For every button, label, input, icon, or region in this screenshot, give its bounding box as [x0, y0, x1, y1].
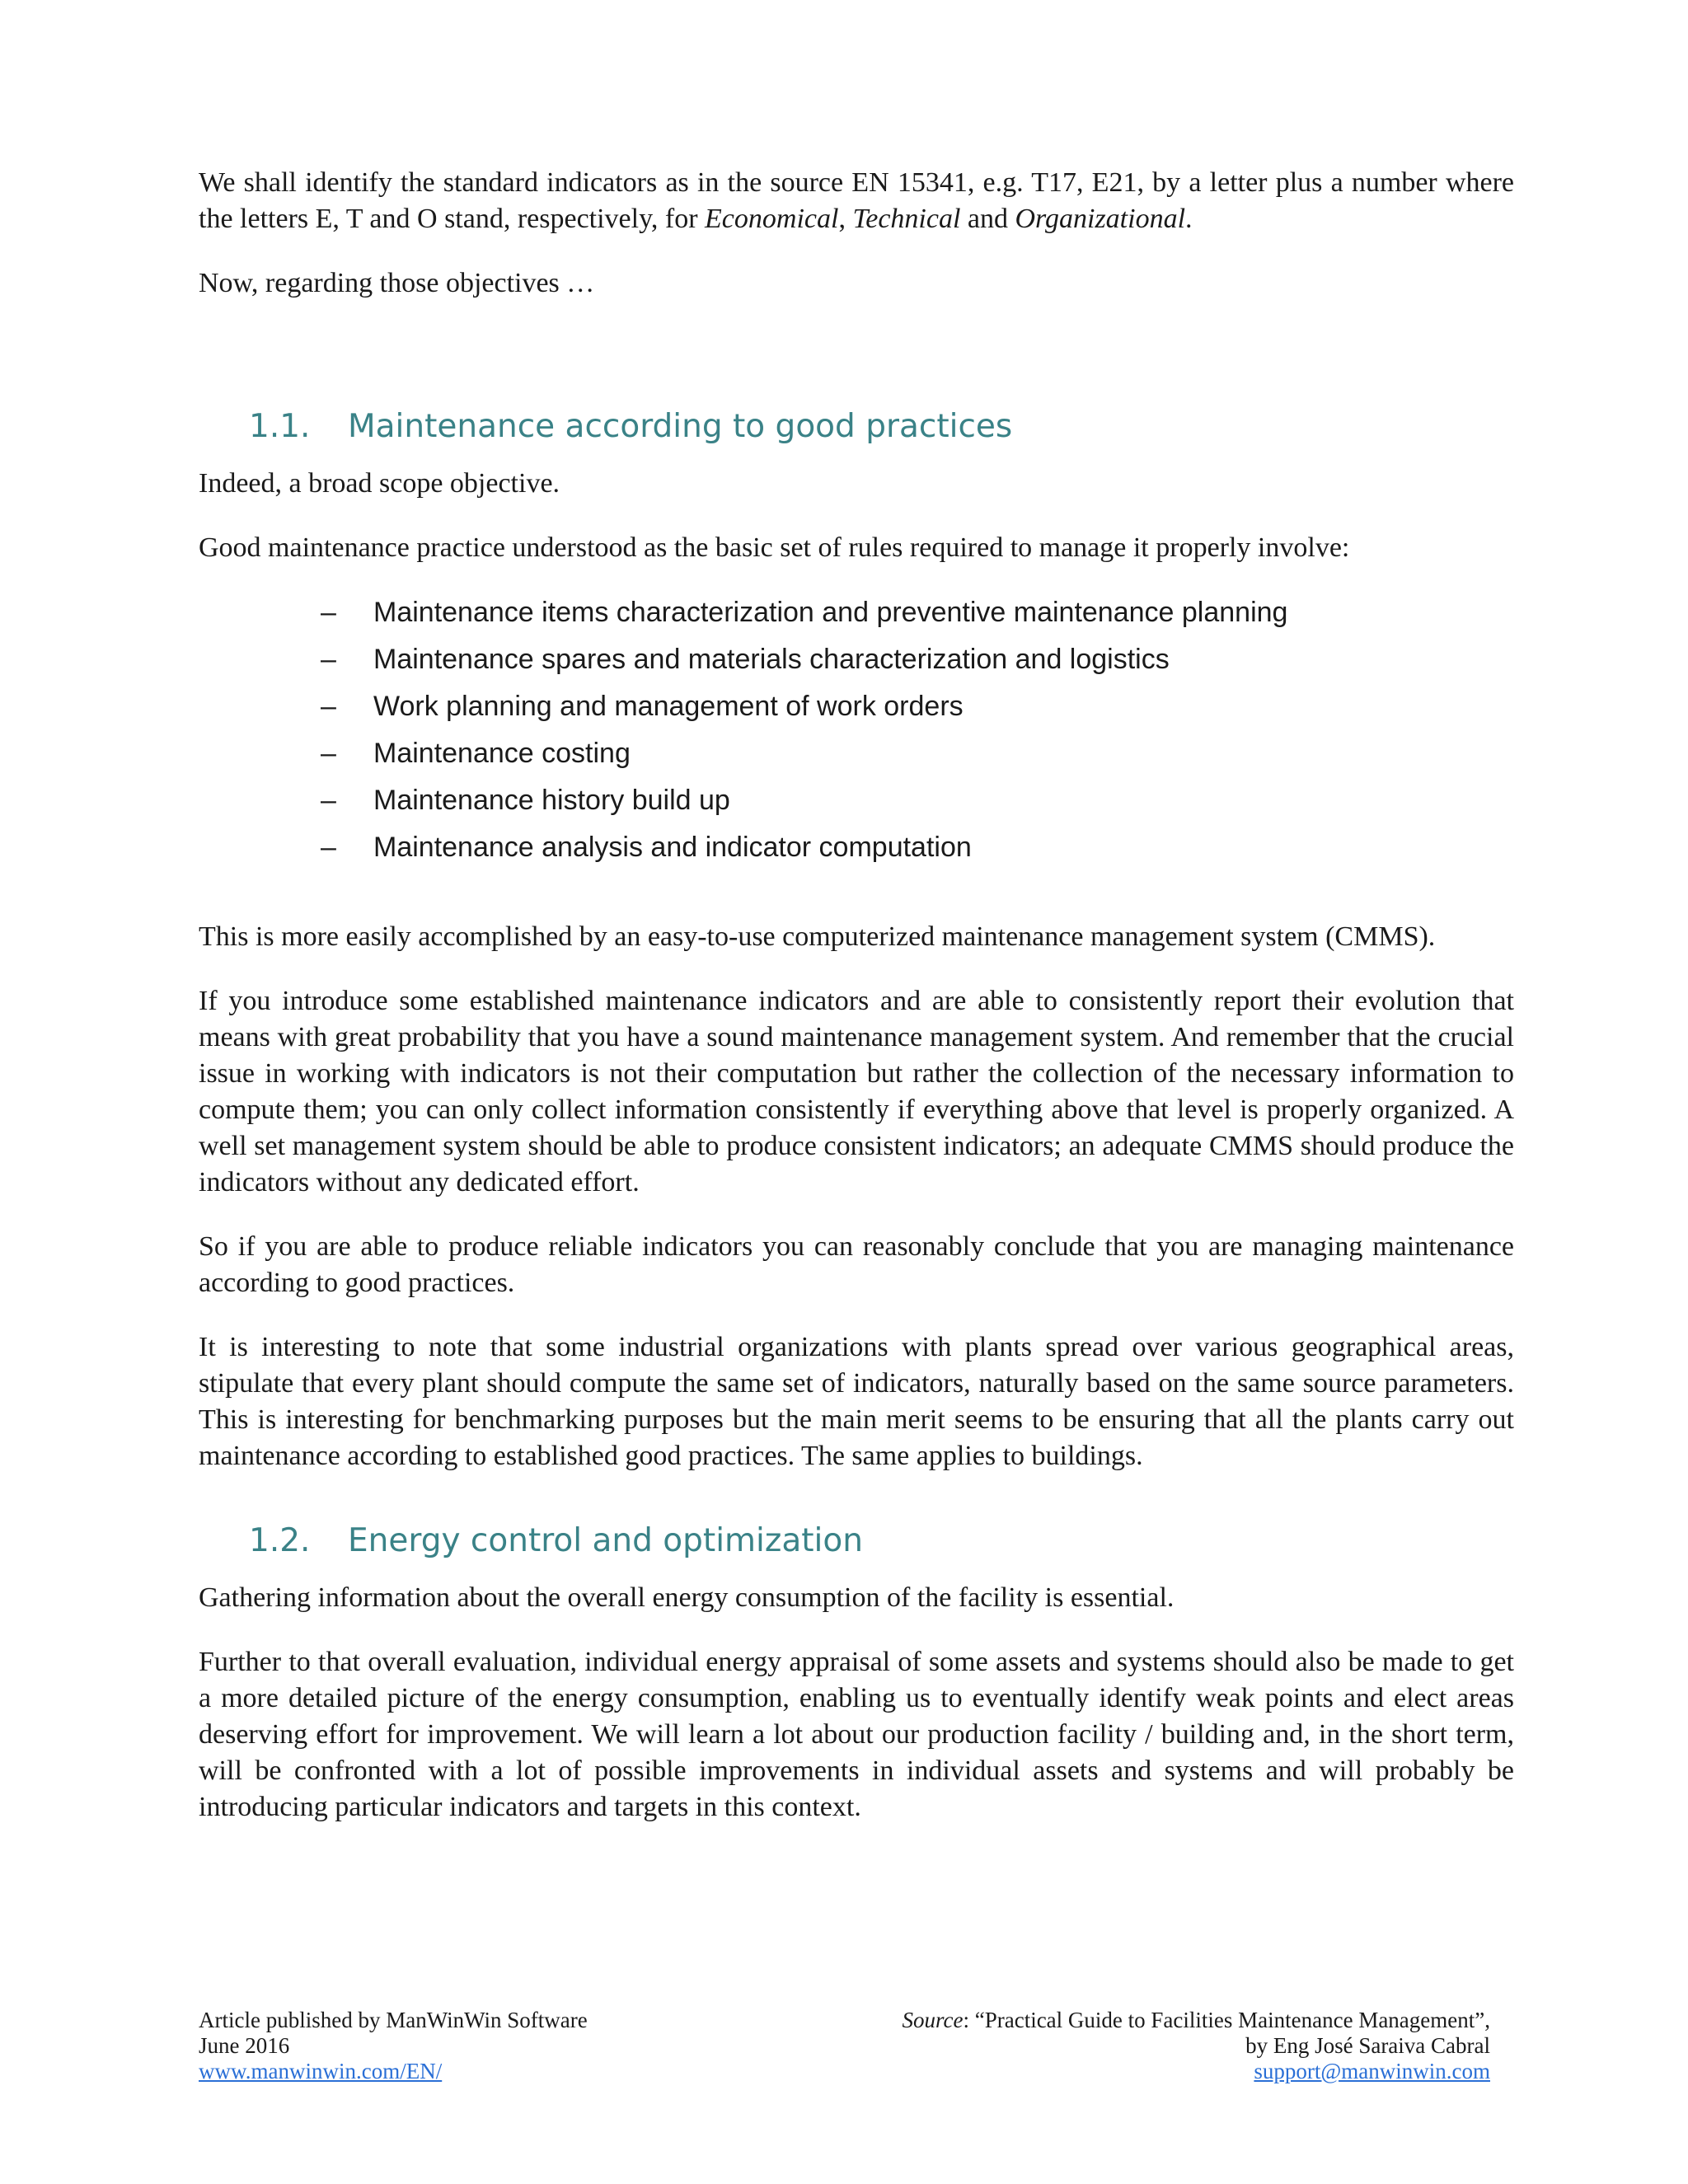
- paragraph: Good maintenance practice understood as the basic set of rules required to manage it properly involve:: [199, 532, 1350, 563]
- dash-icon: –: [321, 691, 336, 722]
- section-number: 1.1.: [249, 408, 311, 445]
- paragraph: So if you are able to produce reliable indicators you can reasonably conclude that you are managing maintenance according to good practices.: [199, 1231, 1514, 1298]
- source-line: [903, 2008, 1491, 2033]
- support-email-link[interactable]: support@manwinwin.com: [1254, 2059, 1490, 2083]
- paragraph: Further to that overall evaluation, individual energy appraisal of some assets and systems should also be made to get a more detailed picture of the energy consumption, enabling us to eventually identify weak points and elect areas deserving effort for improvement. We will learn a lot about our production facility / building and, in the short term, will be confronted with a lot of possible improvements in individual assets and systems and will probably be introducing particular indicators and targets in this context.: [199, 1647, 1514, 1822]
- term-organizational: Organizational: [1015, 204, 1186, 234]
- paragraph: If you introduce some established maintenance indicators and are able to consistently report their evolution that means with great probability that you have a sound maintenance management system. And remember that the crucial issue in working with indicators is not their computation but rather the collection of the necessary information to compute them; you can only collect information consistently if everything above that level is properly organized. A well set management system should be able to produce consistent indicators; an adequate CMMS should produce the indicators without any dedicated effort.: [199, 986, 1514, 1197]
- list-item: [321, 636, 1514, 683]
- section-heading-1-1: [199, 406, 1514, 448]
- footer-left: [199, 2008, 588, 2084]
- publish-date: June 2016: [199, 2033, 290, 2058]
- paragraph: It is interesting to note that some industrial organizations with plants spread over various geographical areas, stipulate that every plant should compute the same set of indicators, naturally based on the same source parameters. This is interesting for benchmarking purposes but the main merit seems to be ensuring that all the plants carry out maintenance according to established good practices. The same applies to buildings.: [199, 1332, 1514, 1471]
- footer-right: [903, 2008, 1491, 2084]
- paragraph: Indeed, a broad scope objective.: [199, 468, 560, 499]
- list-item: [321, 589, 1514, 636]
- list-item-text: Maintenance spares and materials characterization and logistics: [373, 644, 1170, 675]
- period: .: [1185, 204, 1193, 234]
- list-item-text: Maintenance costing: [373, 738, 631, 769]
- dash-icon: –: [321, 644, 336, 675]
- dash-icon: –: [321, 738, 336, 769]
- separator: and: [960, 204, 1015, 234]
- section-title: Maintenance according to good practices: [348, 408, 1013, 445]
- publisher-line: Article published by ManWinWin Software: [199, 2008, 588, 2032]
- section-number: 1.2.: [249, 1522, 311, 1559]
- list-item: [321, 824, 1514, 871]
- page-footer: [199, 2008, 1490, 2084]
- separator: ,: [838, 204, 853, 234]
- page-body: [199, 165, 1514, 1825]
- section-heading-1-2: [199, 1521, 1514, 1562]
- intro-text: We shall identify the standard indicators as in the source EN 15341, e.g. T17, E21, by a letter plus a number where the letters E, T and O stand, respectively, for: [199, 167, 1514, 234]
- source-title: : “Practical Guide to Facilities Maintenance Management”,: [963, 2008, 1490, 2032]
- list-item-text: Work planning and management of work orders: [373, 691, 964, 722]
- section-title: Energy control and optimization: [348, 1522, 863, 1559]
- list-item-text: Maintenance history build up: [373, 785, 730, 816]
- practice-list: [199, 589, 1514, 871]
- term-technical: Technical: [852, 204, 961, 234]
- dash-icon: –: [321, 597, 336, 628]
- dash-icon: –: [321, 785, 336, 816]
- dash-icon: –: [321, 832, 336, 863]
- paragraph: This is more easily accomplished by an easy-to-use computerized maintenance management system (CMMS).: [199, 921, 1436, 952]
- list-item: [321, 683, 1514, 730]
- author-line: by Eng José Saraiva Cabral: [1245, 2033, 1490, 2058]
- paragraph: Gathering information about the overall energy consumption of the facility is essential.: [199, 1582, 1175, 1613]
- list-item: [321, 777, 1514, 824]
- list-item-text: Maintenance analysis and indicator computation: [373, 832, 972, 863]
- intro-paragraph: [199, 165, 1514, 237]
- list-item-text: Maintenance items characterization and preventive maintenance planning: [373, 597, 1288, 628]
- website-link[interactable]: www.manwinwin.com/EN/: [199, 2059, 443, 2083]
- list-item: [321, 730, 1514, 777]
- intro-paragraph-2: Now, regarding those objectives …: [199, 268, 595, 298]
- term-economical: Economical: [705, 204, 839, 234]
- source-label: Source: [902, 2008, 964, 2032]
